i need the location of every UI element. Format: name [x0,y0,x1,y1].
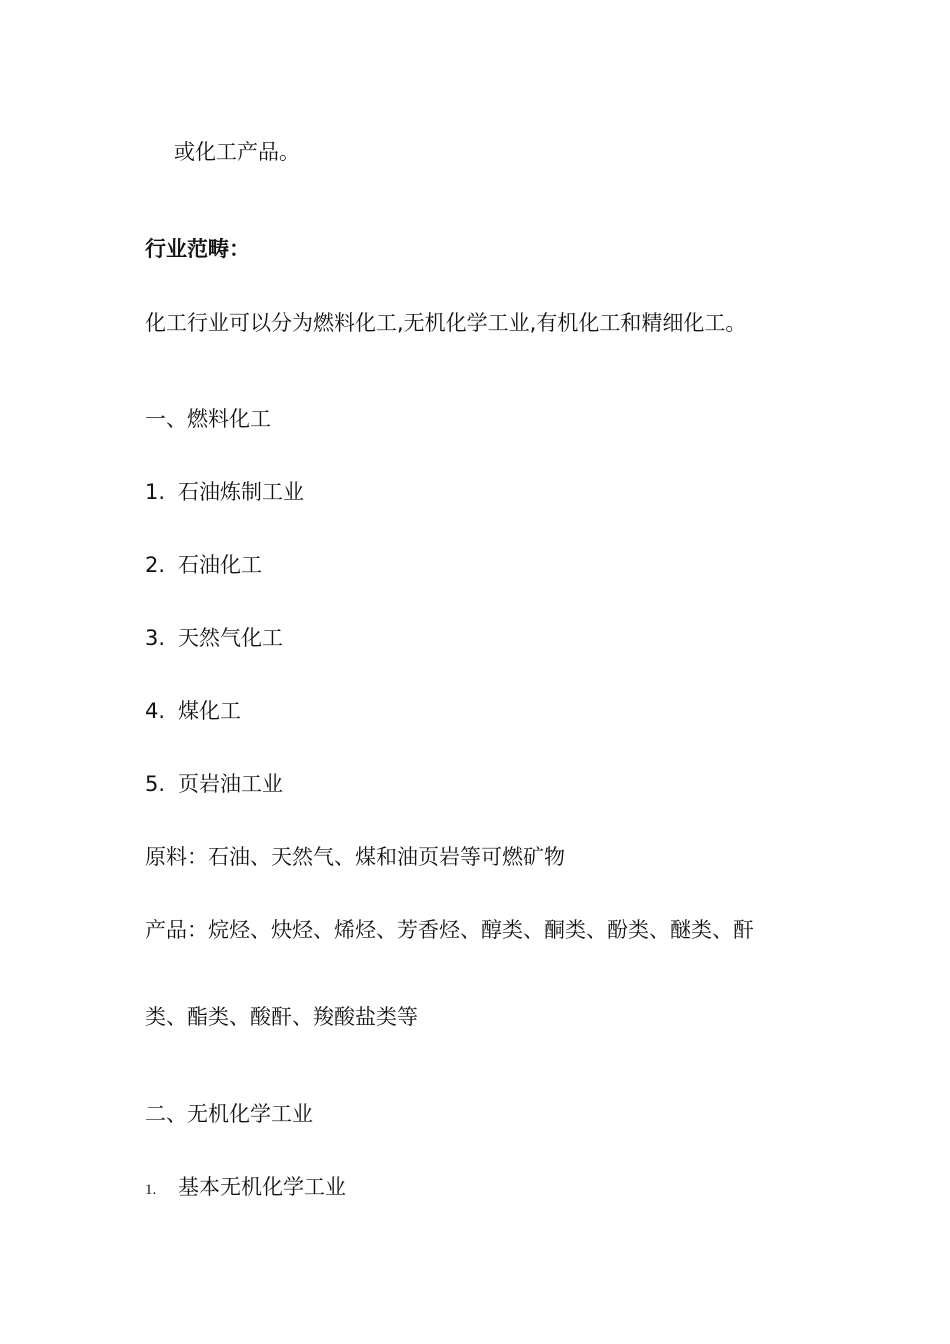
list-item-text: 基本无机化学工业 [178,1175,346,1199]
list-item-text: 页岩油工业 [178,772,283,796]
list-item [145,1173,346,1204]
list-item-number: 4. [145,699,166,723]
list-item-number: 2. [145,553,166,577]
list-item-text: 石油化工 [178,553,262,577]
list-item-number: 1. [145,480,166,504]
list-item-text: 煤化工 [178,699,241,723]
raw-materials-line: 原料：石油、天然气、煤和油页岩等可燃矿物 [145,845,565,869]
products-line-1: 产品：烷烃、炔烃、烯烃、芳香烃、醇类、酮类、酚类、醚类、酐 [145,918,754,942]
list-item-text: 石油炼制工业 [178,480,304,504]
list-item-number: 1. [145,1182,157,1198]
intro-paragraph: 化工行业可以分为燃料化工,无机化学工业,有机化工和精细化工。 [145,311,747,335]
list-item-number: 5. [145,772,166,796]
part2-title: 二、无机化学工业 [145,1102,313,1126]
list-item-text: 天然气化工 [178,626,283,650]
list-item [145,697,241,725]
list-item-number: 3. [145,626,166,650]
list-item [145,624,283,652]
section-heading: 行业范畴： [145,237,250,261]
list-item [145,770,283,798]
products-line-2: 类、酯类、酸酐、羧酸盐类等 [145,1005,418,1029]
part1-title: 一、燃料化工 [145,407,271,431]
list-item [145,478,304,506]
continuation-text: 或化工产品。 [174,140,300,164]
list-item [145,551,262,579]
